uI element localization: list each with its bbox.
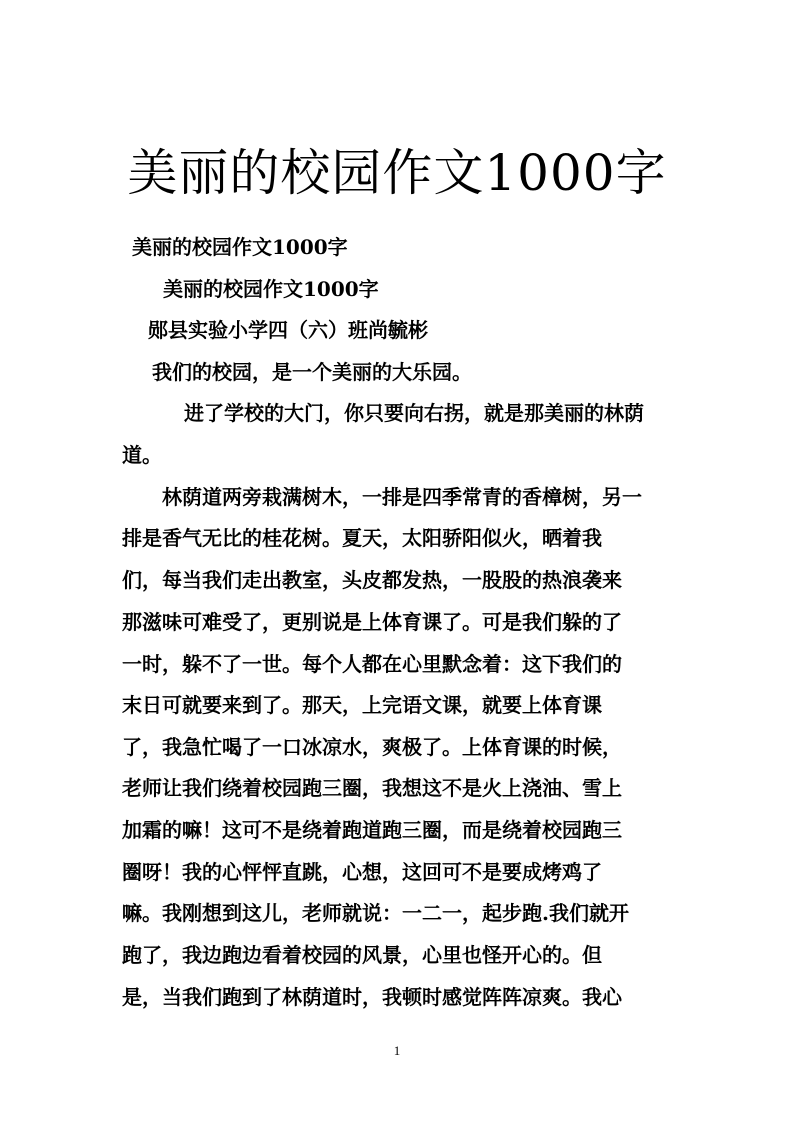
page-title: 美丽的校园作文1000字 bbox=[127, 144, 667, 202]
body-line: 加霜的嘛！这可不是绕着跑道跑三圈，而是绕着校园跑三 bbox=[122, 818, 622, 842]
body-line: 跑了，我边跑边看着校园的风景，心里也怪开心的。但 bbox=[122, 943, 602, 967]
body-line: 们，每当我们走出教室，头皮都发热，一股股的热浪袭来 bbox=[122, 568, 622, 592]
subtitle: 美丽的校园作文1000字 bbox=[132, 235, 348, 259]
body-line: 林荫道两旁栽满树木，一排是四季常青的香樟树，另一 bbox=[162, 485, 642, 509]
body-line: 那滋味可难受了，更别说是上体育课了。可是我们躲的了 bbox=[122, 610, 622, 634]
body-line: 末日可就要来到了。那天，上完语文课，就要上体育课 bbox=[122, 693, 602, 717]
body-line: 进了学校的大门，你只要向右拐，就是那美丽的林荫 bbox=[184, 401, 644, 425]
author-line: 郧县实验小学四（六）班尚毓彬 bbox=[148, 318, 428, 342]
body-line: 一时，躲不了一世。每个人都在心里默念着：这下我们的 bbox=[122, 652, 622, 676]
body-line: 老师让我们绕着校园跑三圈，我想这不是火上浇油、雪上 bbox=[122, 776, 622, 800]
body-line: 排是香气无比的桂花树。夏天，太阳骄阳似火，晒着我 bbox=[122, 526, 602, 550]
body-line: 圈呀！我的心怦怦直跳，心想，这回可不是要成烤鸡了 bbox=[122, 860, 602, 884]
body-line: 道。 bbox=[122, 443, 162, 467]
intro-paragraph: 我们的校园，是一个美丽的大乐园。 bbox=[152, 360, 472, 384]
body-line: 嘛。我刚想到这儿，老师就说：一二一，起步跑.我们就开 bbox=[122, 901, 629, 925]
subtitle-repeat: 美丽的校园作文1000字 bbox=[163, 277, 379, 301]
body-line: 是，当我们跑到了林荫道时，我顿时感觉阵阵凉爽。我心 bbox=[122, 985, 622, 1009]
page-number: 1 bbox=[393, 1043, 401, 1058]
body-line: 了，我急忙喝了一口冰凉水，爽极了。上体育课的时候， bbox=[122, 735, 622, 759]
